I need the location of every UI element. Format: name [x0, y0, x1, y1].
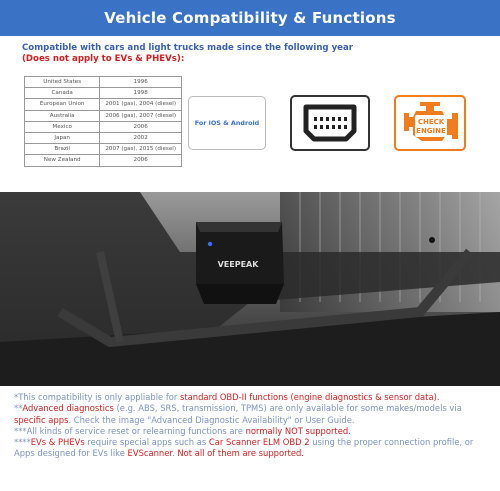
- note-highlight: EVs & PHEVs: [30, 437, 85, 448]
- note-text: ***All kinds of service reset or relearning functions are: [14, 425, 246, 436]
- page-title: Vehicle Compatibility & Functions: [104, 9, 396, 27]
- note-highlight: normally NOT supported.: [245, 425, 351, 436]
- note-highlight: specific apps: [14, 414, 69, 425]
- year-cell: 2006 (gas), 2007 (diesel): [100, 110, 182, 121]
- table-row: [25, 88, 182, 99]
- year-cell: 2007 (gas), 2015 (diesel): [100, 144, 182, 155]
- compatibility-table: [24, 76, 182, 167]
- note-text: ****: [14, 437, 31, 448]
- car-underside-photo: [0, 192, 500, 386]
- note-text: (e.g. ABS, SRS, transmission, TPMS) are only available for some makes/models via: [113, 403, 462, 414]
- table-row: [25, 155, 182, 166]
- country-cell: United States: [25, 77, 100, 88]
- check-engine-card: [394, 95, 466, 151]
- app-platform-card: [188, 96, 266, 150]
- note-highlight: standard OBD-II functions (engine diagnostics & sensor data).: [180, 392, 440, 402]
- country-cell: Australia: [25, 110, 100, 121]
- note-highlight: Advanced diagnostics: [22, 403, 114, 414]
- check-engine-text: CHECK: [417, 118, 445, 126]
- note-4: [14, 437, 490, 460]
- app-platform-label: For iOS & Android: [194, 119, 260, 127]
- year-cell: 2001 (gas), 2004 (diesel): [100, 99, 182, 110]
- compat-exclusion: (Does not apply to EVs & PHEVs):: [22, 54, 185, 64]
- country-cell: Brazil: [25, 144, 100, 155]
- obd-port-icon: [292, 97, 368, 149]
- year-cell: 2006: [100, 155, 182, 166]
- note-text: require special apps such as: [84, 437, 209, 448]
- compat-intro: Compatible with cars and light trucks made since the following year: [22, 43, 354, 53]
- table-row: [25, 110, 182, 121]
- check-engine-text: ENGINE: [416, 127, 446, 135]
- compatibility-notes: [14, 392, 490, 460]
- note-text: . Check the image "Advanced Diagnostic Availability" or User Guide.: [68, 414, 355, 425]
- year-cell: 1996: [100, 77, 182, 88]
- note-text: *This compatibility is only appliable for: [14, 392, 181, 402]
- country-cell: New Zealand: [25, 155, 100, 166]
- country-cell: Japan: [25, 132, 100, 143]
- device-photo: [0, 192, 500, 386]
- country-cell: Canada: [25, 88, 100, 99]
- country-cell: European Union: [25, 99, 100, 110]
- note-3: [14, 426, 490, 437]
- table-row: [25, 121, 182, 132]
- note-highlight: EVScanner: [127, 448, 173, 459]
- header-banner: [0, 0, 500, 36]
- device-brand: VEEPEAK: [217, 260, 259, 269]
- table-row: [25, 144, 182, 155]
- note-text: using the proper connection profile, or Apps designed for EVs like: [14, 437, 474, 459]
- note-1: [14, 392, 490, 403]
- table-row: [25, 99, 182, 110]
- note-highlight: Car Scanner ELM OBD 2: [208, 437, 310, 448]
- note-highlight: Not all of them are supported.: [177, 448, 304, 459]
- country-cell: Mexico: [25, 121, 100, 132]
- table-row: [25, 132, 182, 143]
- check-engine-icon: [396, 97, 464, 149]
- note-2: [14, 403, 490, 426]
- year-cell: 2002: [100, 132, 182, 143]
- table-row: [25, 77, 182, 88]
- note-text: .: [172, 448, 178, 459]
- obd-port-card: [290, 95, 370, 151]
- year-cell: 2006: [100, 121, 182, 132]
- note-text: **: [14, 403, 23, 414]
- year-cell: 1998: [100, 88, 182, 99]
